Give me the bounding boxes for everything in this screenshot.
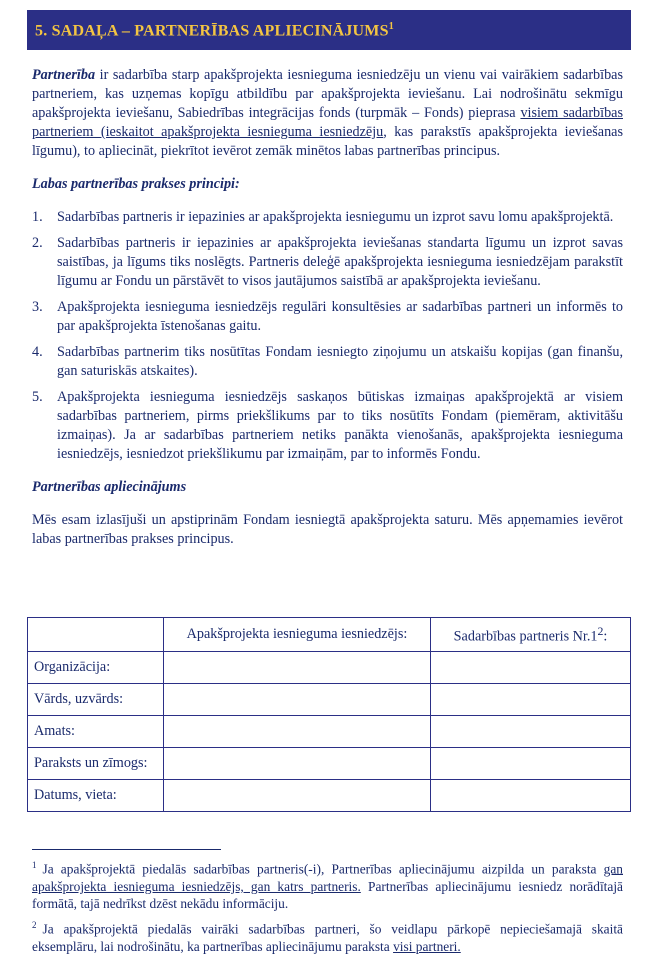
applicant-name-field[interactable] xyxy=(164,684,431,716)
list-item xyxy=(32,343,623,381)
intro-underlined: visiem sadarbības partneriem (ieskaitot apakšprojekta iesnieguma iesniedzēju xyxy=(32,105,623,140)
list-item-number: 5. xyxy=(32,389,43,405)
list-item-text: Sadarbības partneris ir iepazinies ar apakšprojekta iesniegumu un izprot savu lomu apakšprojektā. xyxy=(57,209,614,225)
table-header-partner xyxy=(431,618,631,652)
partner-header-suffix: : xyxy=(603,628,608,645)
table-row xyxy=(28,780,631,812)
table-header-empty xyxy=(28,618,164,652)
section-title: 5. SADAĻA – PARTNERĪBAS APLIECINĀJUMS xyxy=(35,22,389,40)
principles-heading: Labas partnerības prakses principi: xyxy=(32,176,240,192)
footnote-2-underlined: visi partneri. xyxy=(393,938,461,954)
partner-footnote-mark: 2 xyxy=(597,623,604,638)
list-item xyxy=(32,234,623,291)
list-item-number: 4. xyxy=(32,344,43,360)
row-label: Amats: xyxy=(28,716,164,748)
list-item xyxy=(32,208,623,227)
intro-text-1: ir sadarbība starp apakšprojekta iesnieguma iesniedzēju un vienu vai vairākiem sadarbības partneriem, kas uzņemas kopīgu atbildību par apakšprojekta ieviešanu. Lai nodrošinātu sekmīgu apakšprojekta ieviešanu, Sabiedrības integrācijas fonds (turpmāk – Fonds) pieprasa xyxy=(32,67,623,121)
footnote-2-mark: 2 xyxy=(32,920,37,930)
section-title-footnote-mark: 1 xyxy=(388,21,394,32)
declaration-heading: Partnerības apliecinājums xyxy=(32,479,187,495)
footnote-2 xyxy=(32,917,623,955)
row-label: Organizācija: xyxy=(28,652,164,684)
footnote-divider xyxy=(32,849,221,850)
footnote-1-underlined: gan apakšprojekta iesnieguma iesniedzējs, gan katrs partneris. xyxy=(32,861,623,894)
footnote-1 xyxy=(32,857,623,913)
declaration-text: Mēs esam izlasījuši un apstiprinām Fondam iesniegtā apakšprojekta saturu. Mēs apņemamies ievērot labas partnerības prakses principus. xyxy=(32,512,623,547)
list-item xyxy=(32,388,623,464)
row-label: Paraksts un zīmogs: xyxy=(28,748,164,780)
footnote-1-mark: 1 xyxy=(32,860,37,870)
applicant-signature-field[interactable] xyxy=(164,748,431,780)
partner-date-field[interactable] xyxy=(431,780,631,812)
table-row xyxy=(28,684,631,716)
partner-name-field[interactable] xyxy=(431,684,631,716)
list-item-text: Apakšprojekta iesnieguma iesniedzējs regulāri konsultēsies ar sadarbības partneri un informēs to par apakšprojekta īstenošanas gaitu. xyxy=(57,299,623,334)
list-item-number: 1. xyxy=(32,209,43,225)
footnote-2-text-1: Ja apakšprojektā piedalās vairāki sadarbības partneri, šo veidlapu pārkopē nepieciešamajā skaitā eksemplāru, lai nodrošinātu, ka partnerības apliecinājumu paraksta xyxy=(32,921,623,954)
table-row xyxy=(28,748,631,780)
partner-position-field[interactable] xyxy=(431,716,631,748)
signature-table xyxy=(27,617,631,812)
partner-header-label: Sadarbības partneris Nr.1 xyxy=(453,628,598,645)
applicant-organization-field[interactable] xyxy=(164,652,431,684)
main-content xyxy=(32,66,623,549)
section-header xyxy=(27,10,631,50)
principles-list xyxy=(32,208,623,464)
row-label: Datums, vieta: xyxy=(28,780,164,812)
footnote-1-text-1: Ja apakšprojektā piedalās sadarbības partneris(-i), Partnerības apliecinājumu aizpilda un paraksta xyxy=(42,861,604,877)
list-item xyxy=(32,298,623,336)
intro-paragraph xyxy=(32,66,623,161)
table-header-applicant: Apakšprojekta iesnieguma iesniedzējs: xyxy=(164,618,431,652)
list-item-text: Apakšprojekta iesnieguma iesniedzējs saskaņos būtiskas izmaiņas apakšprojektā ar visiem sadarbības partneriem, pirms priekšlikums par to tiks nosūtīts Fondam (piemēram, aktivitāšu izmaiņas). Ja ar sadarbības partneriem netiks panākta vienošanās, apakšprojekta iesnieguma iesniedzējs, iesniedzot priekšlikumu par izmaiņām, par to informēs Fondu. xyxy=(57,389,623,462)
row-label: Vārds, uzvārds: xyxy=(28,684,164,716)
intro-text-2: , kas parakstīs apakšprojekta ieviešanas līgumu), to apliecināt, piekrītot ievērot zemāk minētos labas partnerības principus. xyxy=(32,124,623,159)
list-item-number: 2. xyxy=(32,235,43,251)
partner-organization-field[interactable] xyxy=(431,652,631,684)
list-item-number: 3. xyxy=(32,299,43,315)
intro-term: Partnerība xyxy=(32,67,96,83)
table-header-row xyxy=(28,618,631,652)
footnote-1-text-2: Partnerības apliecinājumu iesniedz norādītajā formātā, tajā nedrīkst dzēst nekādu informāciju. xyxy=(32,878,623,912)
list-item-text: Sadarbības partnerim tiks nosūtītas Fondam iesniegto ziņojumu un atskaišu kopijas (gan finanšu, gan saturiskās atskaites). xyxy=(57,344,623,379)
table-row xyxy=(28,652,631,684)
partner-signature-field[interactable] xyxy=(431,748,631,780)
list-item-text: Sadarbības partneris ir iepazinies ar apakšprojekta ieviešanas standarta līgumu un izprot savas saistības, ja līgums tiks noslēgts. Partneris deleģē apakšprojekta iesnieguma iesniedzējam parakstīt līgumu ar Fondu un pārstāvēt to visos jautājumos saistībā ar apakšprojekta ieviešanu. xyxy=(57,235,623,289)
applicant-position-field[interactable] xyxy=(164,716,431,748)
table-row xyxy=(28,716,631,748)
applicant-date-field[interactable] xyxy=(164,780,431,812)
